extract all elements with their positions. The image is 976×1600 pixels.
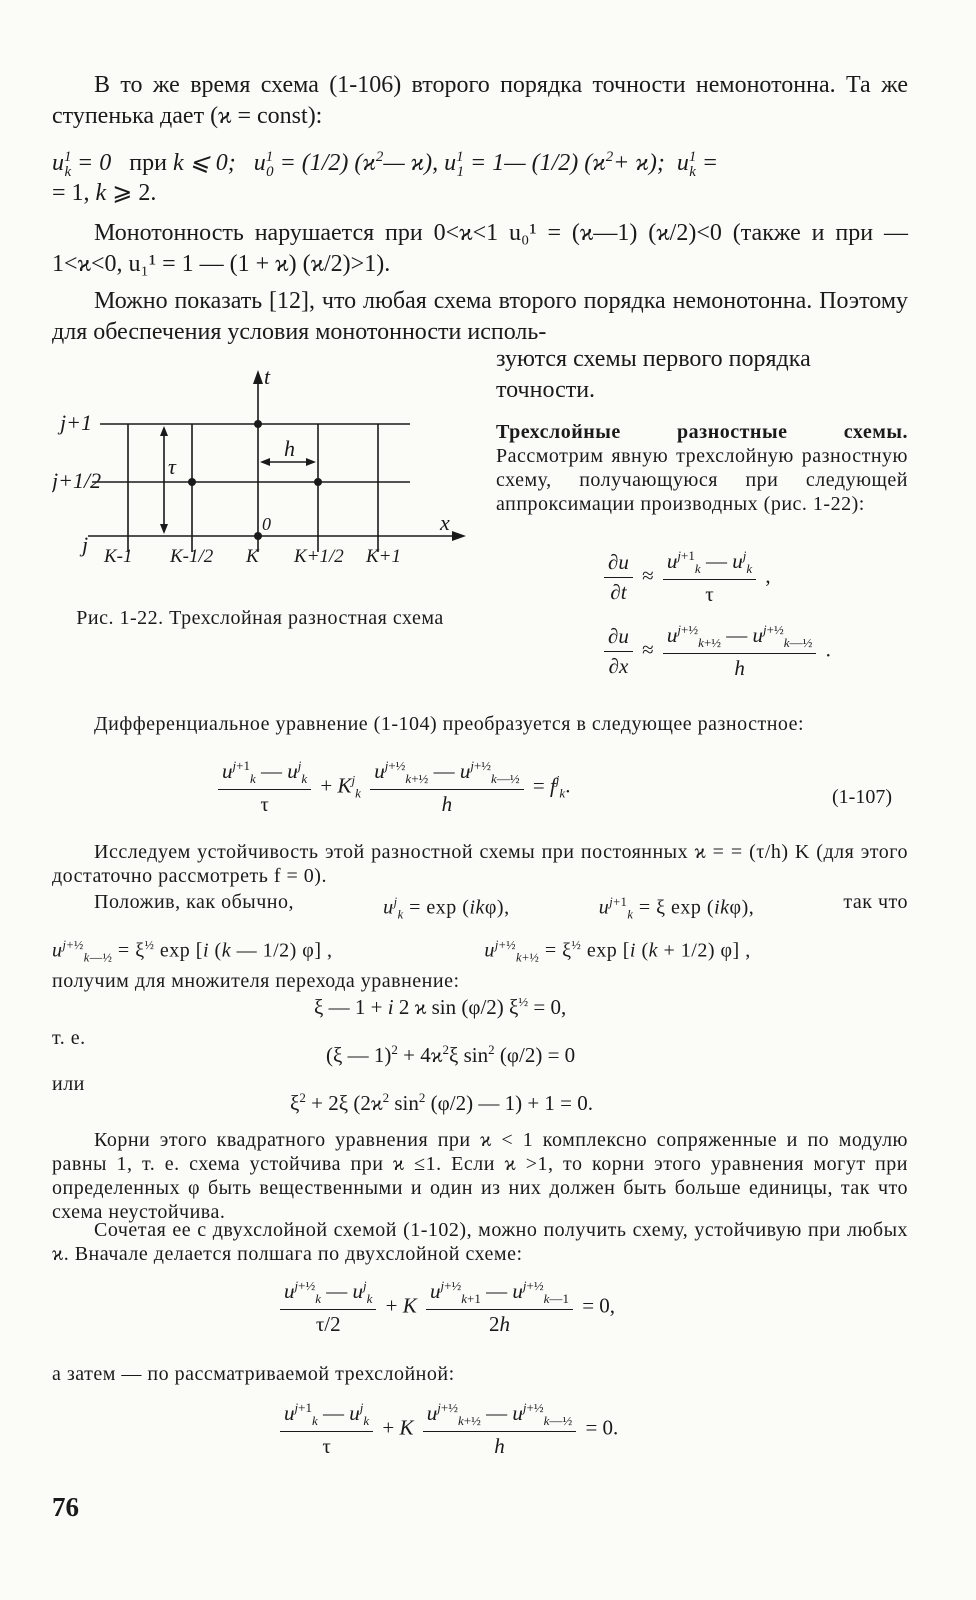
- equation-xi-3: $\xi^2 + 2\xi$ ($2ϰ^2$ $\sin^2 (\varphi/2)$ — 1) + 1 = 0.: [290, 1090, 594, 1115]
- equation-three-layer: $\frac{u^{j+1}_k — u^j_k}{\tau}$ + K $\frac{u^{j+\frac{1}{2}}_{k+\frac{1}{2}} — u^{j+\frac{1}{2}}_{k—\frac{1}{2}}}{h}$ = 0.: [276, 1400, 618, 1459]
- section-text: Рассмотрим явную трехслойную разностную схему, получающуюся при следующей аппроксимации производных (рис. 1-22):: [496, 445, 908, 515]
- paragraph-7: Корни этого квадратного уравнения при ϰ < 1 комплексно сопряженные и по модулю равны 1, т. е. схема устойчива при ϰ ≤1. Если ϰ >1, то корни этого уравнения могут при определенных φ быть вещественными и один из них должен быть больше единицы, так что схема неустойчива.: [52, 1129, 908, 1223]
- axis-label-t: t: [264, 364, 271, 389]
- paragraph-1: В то же время схема (1-106) второго порядка точности немонотонна. Та же ступенька дает (ϰ = const):: [52, 72, 908, 129]
- equation-number: (1-107): [832, 786, 892, 808]
- axis-label-x: x: [440, 510, 450, 535]
- label-ili: или: [52, 1073, 85, 1095]
- label-k-half-plus: K+1/2: [294, 546, 344, 567]
- paragraph-5: Исследуем устойчивость этой разностной схемы при постоянных ϰ = = (τ/h) K (для этого достаточно рассмотреть f = 0).: [52, 841, 908, 887]
- page-number: 76: [52, 1492, 79, 1522]
- label-te: т. е.: [52, 1027, 86, 1049]
- paragraph-3: Можно показать [12], что любая схема второго порядка немонотонна. Поэтому для обеспечения условия монотонности исполь-: [52, 288, 908, 345]
- paragraph-6: Положив, как обычно, $u^j_k = \exp (ik\varphi)$, $u^{j+1}_k = \xi$ exp (ikφ), так что $u^{j+\frac{1}{2}}_{k—\frac{1}{2}} = \xi^{\frac{1}{2}}$ exp [i (k — 1/2) φ] , $u^{j+\frac{1}{2}}_{k+\frac{1}{2}} = \xi^{\frac{1}{2}}$ exp [i (k + 1/2) φ] , получим для множителя перехода уравнение:: [52, 891, 908, 993]
- equation-xi-1: ξ — 1 + i 2 ϰ sin (φ/2) $\xi^{\frac{1}{2}} = 0$,: [314, 994, 567, 1019]
- paragraph-3-cont: зуются схемы первого порядка точности.: [496, 346, 811, 403]
- figure-caption: Рис. 1-22. Трехслойная разностная схема: [76, 607, 444, 629]
- approx-dudx: $\frac{\partial u}{\partial x}$ ≈ $\frac{u^{j+\frac{1}{2}}_{k+\frac{1}{2}} — u^{j+\frac{1}{2}}_{k—\frac{1}{2}}}{h}$ .: [600, 622, 831, 681]
- label-k1: K+1: [366, 546, 401, 567]
- equation-xi-2: (ξ — $1)^2 + 4ϰ^2\xi$ $\sin^2 (\varphi/2) = 0$: [326, 1042, 576, 1067]
- approx-dudt: $\frac{\partial u}{\partial t}$ ≈ $\frac{u^{j+1}_k — u^j_k}{\tau}$ ,: [600, 548, 771, 607]
- paragraph-6-a: Положив, как обычно,: [94, 891, 295, 913]
- equation-step-values: $u^1_k = 0$ при k ⩽ 0; $u^1_0 = (1/2)$ ($ϰ^2—$ ϰ), $u^1_1$ = 1— (1/2) $(ϰ^2+ ϰ)$; $u^1_k$ =: [52, 149, 719, 180]
- paragraph-8: Сочетая ее с двухслойной схемой (1-102), можно получить схему, устойчивую при любых ϰ. Вначале делается полшага по двухслойной схеме:: [52, 1219, 908, 1265]
- figure-grid-diagram: [52, 362, 472, 592]
- label-j: j: [82, 532, 89, 557]
- paragraph-6-c: получим для множителя перехода уравнение:: [52, 970, 460, 993]
- label-zero: 0: [262, 514, 271, 534]
- label-h: h: [284, 436, 295, 461]
- equation-1-107: $\frac{u^{j+1}_k — u^j_k}{\tau}$ + $K^j_k$ $\frac{u^{j+\frac{1}{2}}_{k+\frac{1}{2}} — u^{j+\frac{1}{2}}_{k—\frac{1}{2}}}{h}$ = $f^j_k$.: [214, 758, 570, 817]
- paragraph-6-b: так что: [843, 891, 908, 913]
- label-k: K: [246, 546, 259, 567]
- label-tau: τ: [168, 454, 176, 479]
- section-title: Трехслойные разностные схемы.: [496, 421, 908, 443]
- equation-step-values-cont: = 1, k ⩾ 2.: [52, 180, 157, 206]
- label-k-half-minus: K-1/2: [170, 546, 214, 567]
- paragraph-9: а затем — по рассматриваемой трехслойной:: [52, 1363, 455, 1385]
- label-jhalf: j+1/2: [52, 468, 102, 493]
- paragraph-2: Монотонность нарушается при 0<ϰ<1 u₀¹ = (ϰ—1) (ϰ/2)<0 (также и при — 1<ϰ<0, u₁¹ = 1 — (1 + ϰ) (ϰ/2)>1).: [52, 220, 908, 277]
- paragraph-4: Дифференциальное уравнение (1-104) преобразуется в следующее разностное:: [94, 713, 805, 735]
- label-k-1: K-1: [104, 546, 133, 567]
- label-j1: j+1: [60, 410, 92, 435]
- section-intro: [496, 420, 908, 516]
- equation-half-step: $\frac{u^{j+\frac{1}{2}}_k — u^j_k}{\tau/2}$ + K $\frac{u^{j+\frac{1}{2}}_{k+1} — u^{j+\frac{1}{2}}_{k—1}}{2h}$ = 0,: [276, 1278, 615, 1337]
